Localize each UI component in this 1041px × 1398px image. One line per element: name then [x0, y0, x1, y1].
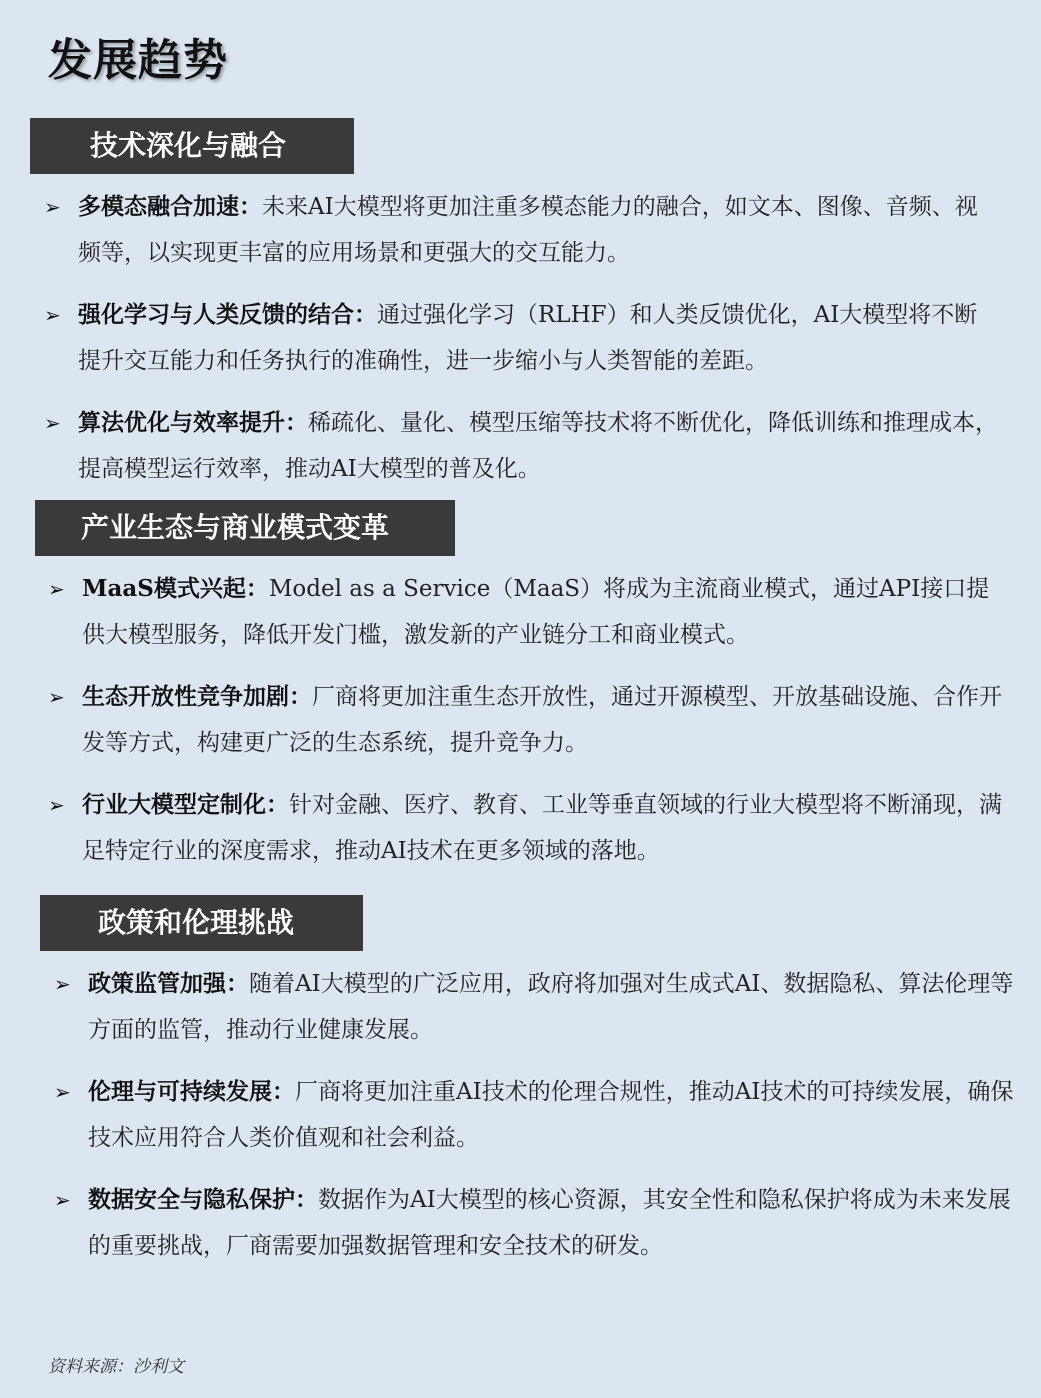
page-title: 发展趋势	[48, 35, 228, 86]
arrowhead-bullet-icon: ➢	[54, 972, 71, 996]
item-text: 通过强化学习（RLHF）和人类反馈优化，AI大模型将不断提升交互能力和任务执行的准确性，进一步缩小与人类智能的差距。	[78, 302, 978, 374]
arrowhead-bullet-icon: ➢	[48, 793, 65, 817]
list-item	[48, 566, 1008, 658]
item-label: 行业大模型定制化：	[82, 791, 289, 818]
section-header: 技术深化与融合	[30, 118, 354, 174]
item-text: 稀疏化、量化、模型压缩等技术将不断优化，降低训练和推理成本，提高模型运行效率，推动AI大模型的普及化。	[78, 410, 998, 482]
list-item	[54, 1069, 1020, 1161]
item-text: 随着AI大模型的广泛应用，政府将加强对生成式AI、数据隐私、算法伦理等方面的监管，推动行业健康发展。	[88, 971, 1014, 1043]
arrowhead-bullet-icon: ➢	[44, 303, 61, 327]
section-policy	[0, 895, 1041, 1269]
list-item	[48, 674, 1008, 766]
item-label: 数据安全与隐私保护：	[88, 1186, 318, 1213]
arrowhead-bullet-icon: ➢	[44, 411, 61, 435]
item-text: 厂商将更加注重生态开放性，通过开源模型、开放基础设施、合作开发等方式，构建更广泛的生态系统，提升竞争力。	[82, 684, 1002, 756]
arrowhead-bullet-icon: ➢	[48, 685, 65, 709]
list-item	[44, 400, 1000, 492]
list-item	[54, 1177, 1020, 1269]
item-text: 针对金融、医疗、教育、工业等垂直领域的行业大模型将不断涌现，满足特定行业的深度需求，推动AI技术在更多领域的落地。	[82, 792, 1002, 864]
item-label: 多模态融合加速：	[78, 193, 262, 220]
section-header: 产业生态与商业模式变革	[35, 500, 455, 556]
item-label: 算法优化与效率提升：	[78, 409, 308, 436]
list-item	[48, 782, 1008, 874]
list-item	[44, 184, 1000, 276]
section-industry	[0, 500, 1041, 874]
list-item	[54, 961, 1020, 1053]
list-item	[44, 292, 1000, 384]
item-label: 政策监管加强：	[88, 970, 249, 997]
item-text: Model as a Service（MaaS）将成为主流商业模式，通过API接口提供大模型服务，降低开发门槛，激发新的产业链分工和商业模式。	[82, 576, 990, 648]
item-label: 强化学习与人类反馈的结合：	[78, 301, 377, 328]
section-tech	[0, 118, 1041, 492]
arrowhead-bullet-icon: ➢	[54, 1080, 71, 1104]
item-label: 伦理与可持续发展：	[88, 1078, 295, 1105]
item-text: 厂商将更加注重AI技术的伦理合规性，推动AI技术的可持续发展，确保技术应用符合人类价值观和社会利益。	[88, 1079, 1014, 1151]
item-label: MaaS模式兴起：	[82, 575, 269, 602]
item-text: 未来AI大模型将更加注重多模态能力的融合，如文本、图像、音频、视频等，以实现更丰富的应用场景和更强大的交互能力。	[78, 194, 978, 266]
arrowhead-bullet-icon: ➢	[44, 195, 61, 219]
source-note: 资料来源：沙利文	[48, 1357, 184, 1377]
arrowhead-bullet-icon: ➢	[54, 1188, 71, 1212]
arrowhead-bullet-icon: ➢	[48, 577, 65, 601]
item-label: 生态开放性竞争加剧：	[82, 683, 312, 710]
item-text: 数据作为AI大模型的核心资源，其安全性和隐私保护将成为未来发展的重要挑战，厂商需要加强数据管理和安全技术的研发。	[88, 1187, 1011, 1259]
section-header: 政策和伦理挑战	[40, 895, 363, 951]
